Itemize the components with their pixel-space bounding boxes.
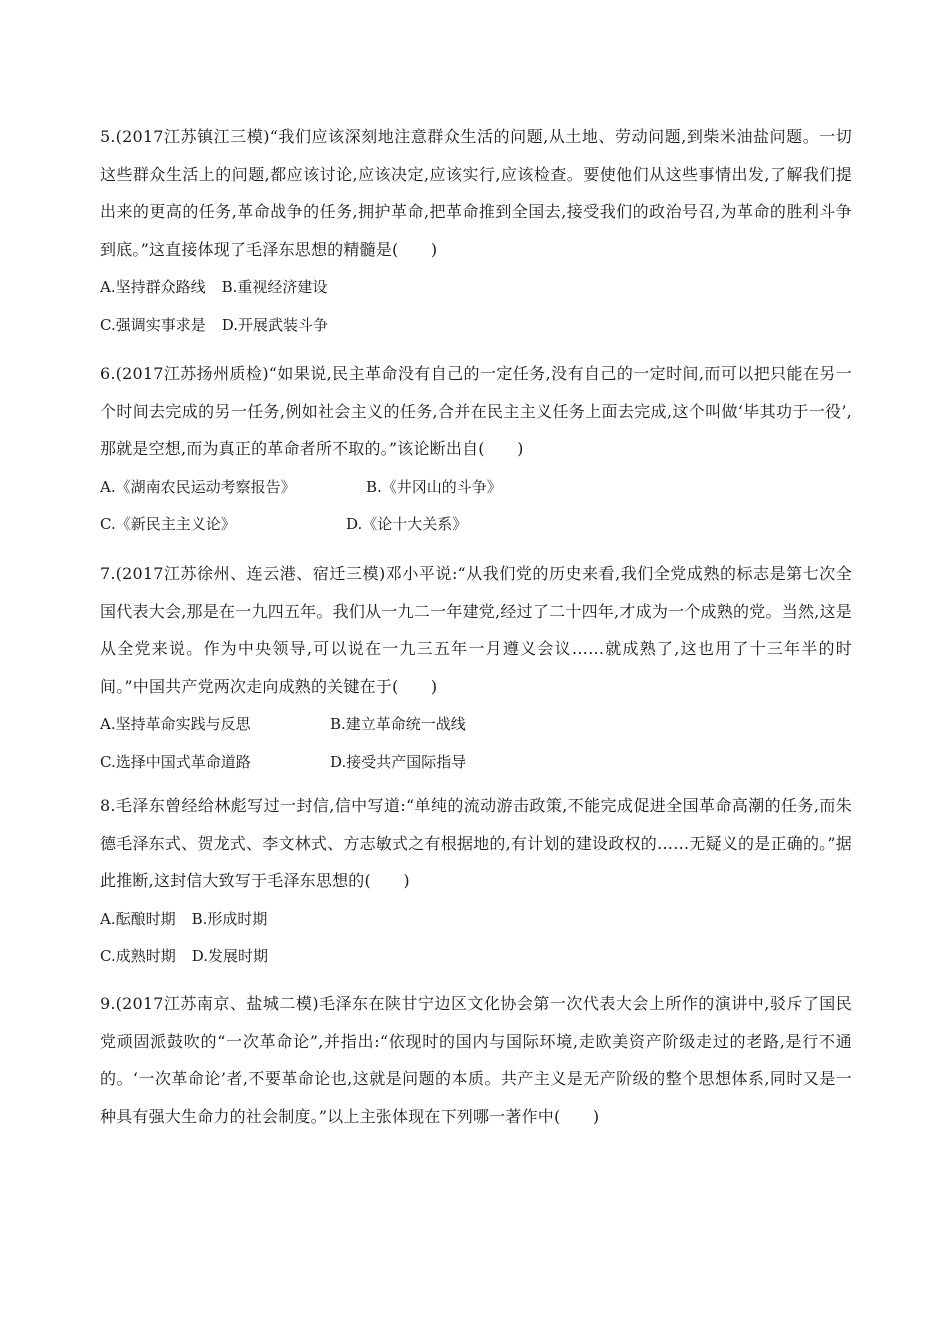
question-6-option-c: C.《新民主主义论》 (100, 515, 236, 534)
question-8-option-a: A.酝酿时期 (100, 909, 176, 928)
question-5-options-row-2 (100, 306, 852, 344)
question-8-text: 8.毛泽东曾经给林彪写过一封信,信中写道:“单纯的流动游击政策,不能完成促进全国革命高潮的任务,而朱德毛泽东式、贺龙式、李文林式、方志敏式之有根据地的,有计划的建设政权的……无疑义的是正确的。”据此推断,这封信大致写于毛泽东思想的( ) (100, 796, 852, 890)
question-7 (100, 555, 852, 780)
question-6-option-d: D.《论十大关系》 (346, 515, 468, 534)
question-5-option-b: B.重视经济建设 (221, 278, 328, 297)
question-5 (100, 118, 852, 343)
question-8-option-d: D.发展时期 (191, 947, 268, 966)
question-5-option-d: D.开展武装斗争 (221, 315, 328, 334)
question-6-text: 6.(2017江苏扬州质检)“如果说,民主革命没有自己的一定任务,没有自己的一定时间,而可以把只能在另一个时间去完成的另一任务,例如社会主义的任务,合并在民主主义任务上面去完成,这个叫做‘毕其功于一役’,那就是空想,而为真正的革命者所不取的。”该论断出自( ) (100, 364, 852, 458)
question-8-options-row-2 (100, 937, 852, 975)
question-7-option-c: C.选择中国式革命道路 (100, 752, 251, 771)
question-8 (100, 787, 852, 975)
question-6-options-row-2 (100, 505, 852, 543)
question-9 (100, 985, 852, 1135)
question-7-option-b: B.建立革命统一战线 (330, 715, 466, 734)
question-6-option-b: B.《井冈山的斗争》 (366, 477, 502, 496)
question-6-options-row-1 (100, 468, 852, 506)
question-6-option-a: A.《湖南农民运动考察报告》 (100, 477, 296, 496)
question-5-option-c: C.强调实事求是 (100, 315, 206, 334)
question-5-text: 5.(2017江苏镇江三模)“我们应该深刻地注意群众生活的问题,从土地、劳动问题,到柴米油盐问题。一切这些群众生活上的问题,都应该讨论,应该决定,应该实行,应该检查。要使他们从这些事情出发,了解我们提出来的更高的任务,革命战争的任务,拥护革命,把革命推到全国去,接受我们的政治号召,为革命的胜利斗争到底。”这直接体现了毛泽东思想的精髓是( ) (100, 127, 852, 259)
question-7-text: 7.(2017江苏徐州、连云港、宿迁三模)邓小平说:“从我们党的历史来看,我们全党成熟的标志是第七次全国代表大会,那是在一九四五年。我们从一九二一年建党,经过了二十四年,才成为一个成熟的党。当然,这是从全党来说。作为中央领导,可以说在一九三五年一月遵义会议……就成熟了,这也用了十三年半的时间。”中国共产党两次走向成熟的关键在于( ) (100, 564, 852, 696)
question-7-option-d: D.接受共产国际指导 (330, 752, 467, 771)
question-9-text: 9.(2017江苏南京、盐城二模)毛泽东在陕甘宁边区文化协会第一次代表大会上所作的演讲中,驳斥了国民党顽固派鼓吹的“一次革命论”,并指出:“依现时的国内与国际环境,走欧美资产阶级走过的老路,是行不通的。‘一次革命论’者,不要革命论也,这就是问题的本质。共产主义是无产阶级的整个思想体系,同时又是一种具有强大生命力的社会制度。”以上主张体现在下列哪一著作中( ) (100, 994, 852, 1126)
question-8-option-b: B.形成时期 (191, 909, 268, 928)
question-5-option-a: A.坚持群众路线 (100, 278, 206, 297)
question-5-options-row-1 (100, 268, 852, 306)
question-7-options-row-2 (100, 743, 852, 781)
question-8-options-row-1 (100, 900, 852, 938)
question-7-options-row-1 (100, 705, 852, 743)
question-6 (100, 355, 852, 543)
question-8-option-c: C.成熟时期 (100, 947, 176, 966)
question-7-option-a: A.坚持革命实践与反思 (100, 715, 251, 734)
